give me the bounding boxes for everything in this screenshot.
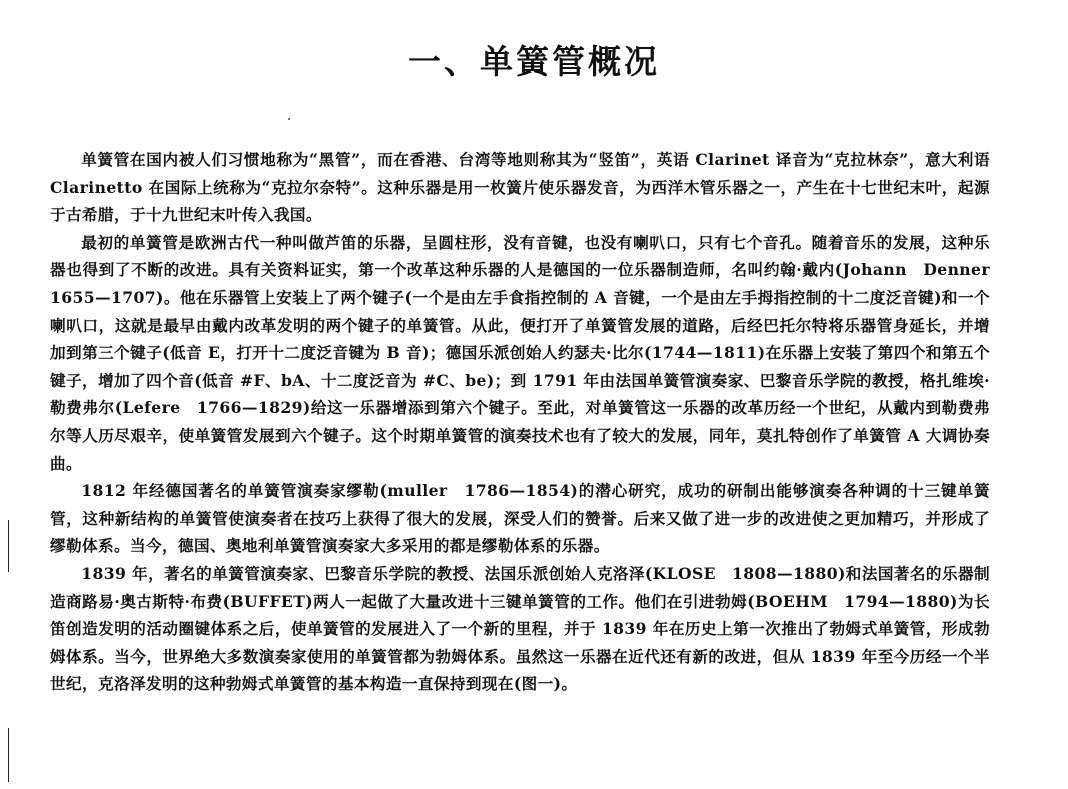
paragraph-boehm-system: 1839 年，著名的单簧管演奏家、巴黎音乐学院的教授、法国乐派创始人克洛泽(KLOSE 1808—1880)和法国著名的乐器制造商路易·奥古斯特·布费(BUFFET)两人一起做了大量改进十三键单簧管的工作。他们在引进勃姆(BOEHM 1794—1880)为长笛创造发明的活动圈键体系之后，使单簧管的发展进入了一个新的里程，并于 1839 年在历史上第一次推出了勃姆式单簧管，形成勃姆体系。当今，世界绝大多数演奏家使用的单簧管都为勃姆体系。虽然这一乐器在近代还有新的改进，但从 1839 年至今历经一个半世纪，克洛泽发明的这种勃姆式单簧管的基本构造一直保持到现在(图一)。 [50, 563, 990, 694]
paragraph-muller-system: 1812 年经德国著名的单簧管演奏家缪勒(muller 1786—1854)的潜心研究，成功的研制出能够演奏各种调的十三键单簧管，这种新结构的单簧管使演奏者在技巧上获得了很大的发展，深受人们的赞誉。后来又做了进一步的改进使之更加精巧，并形成了缪勒体系。当今，德国、奥地利单簧管演奏家大多采用的都是缪勒体系的乐器。 [50, 481, 990, 556]
page-title: 一、单簧管概况 [408, 42, 660, 81]
scan-speck [288, 118, 290, 120]
scan-margin-mark [8, 520, 9, 572]
document-body [50, 146, 1006, 698]
paragraph-intro: 单簧管在国内被人们习惯地称为“黑管”，而在香港、台湾等地则称其为“竖笛”，英语 Clarinet 译音为“克拉林奈”，意大利语 Clarinetto 在国际上统称为“克拉尔奈特”。这种乐器是用一枚簧片使乐器发音，为西洋木管乐器之一，产生在十七世纪末叶，起源于古希腊，于十九世纪末叶传入我国。 [50, 150, 990, 225]
paragraph-early-history: 最初的单簧管是欧洲古代一种叫做芦笛的乐器，呈圆柱形，没有音键，也没有喇叭口，只有七个音孔。随着音乐的发展，这种乐器也得到了不断的改进。具有关资料证实，第一个改革这种乐器的人是德国的一位乐器制造师，名叫约翰·戴内(Johann Denner 1655—1707)。他在乐器管上安装上了两个键子(一个是由左手食指控制的 A 音键，一个是由左手拇指控制的十二度泛音键)和一个喇叭口，这就是最早由戴内改革发明的两个键子的单簧管。从此，便打开了单簧管发展的道路，后经巴托尔特将乐器管身延长，并增加到第三个键子(低音 E，打开十二度泛音键为 B 音)；德国乐派创始人约瑟夫·比尔(1744—1811)在乐器上安装了第四个和第五个键子，增加了四个音(低音 #F、bA、十二度泛音为 #C、be)；到 1791 年由法国单簧管演奏家、巴黎音乐学院的教授，格扎维埃·勒费弗尔(Lefere 1766—1829)给这一乐器增添到第六个键子。至此，对单簧管这一乐器的改革历经一个世纪，从戴内到勒费弗尔等人历尽艰辛，使单簧管发展到六个键子。这个时期单簧管的演奏技术也有了较大的发展，同年，莫扎特创作了单簧管 A 大调协奏曲。 [50, 232, 1006, 473]
scan-margin-mark [8, 728, 9, 782]
